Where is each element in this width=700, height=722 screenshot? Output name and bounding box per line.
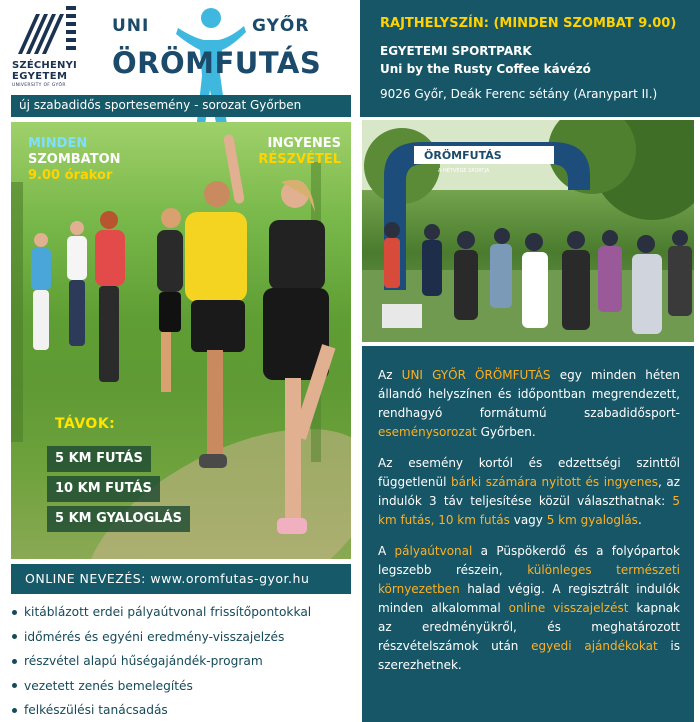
university-emblem-icon bbox=[16, 4, 80, 58]
feature-item bbox=[10, 674, 355, 699]
runner-2 bbox=[185, 181, 247, 468]
desc-text: Az esemény kortól és edzettségi szinttől függetlenül bbox=[378, 456, 680, 489]
tagline: új szabadidős sportesemény - sorozat Győrben bbox=[19, 98, 302, 112]
runner-1 bbox=[157, 208, 183, 392]
free-entry-text bbox=[258, 136, 341, 168]
arch-subtitle: A HÉTVÉGE SPORTJA bbox=[438, 168, 490, 174]
registration-bar bbox=[11, 564, 351, 594]
venue-time: (MINDEN SZOMBAT 9.00) bbox=[493, 16, 677, 31]
desc-text: kapnak az eredményükről, és meghatározott részvételszámok után bbox=[378, 601, 681, 653]
feature-list bbox=[10, 600, 355, 722]
desc-highlight: egyedi ajándékokat bbox=[531, 639, 658, 653]
feature-text: vezetett zenés bemelegítés bbox=[24, 678, 193, 693]
arch-title: ÖRÖMFUTÁS bbox=[424, 149, 502, 162]
distance-badge: 5 KM GYALOGLÁS bbox=[47, 506, 190, 532]
desc-text: is szerezhetnek. bbox=[378, 639, 681, 672]
distances-title: TÁVOK: bbox=[55, 416, 116, 432]
registration-link[interactable]: ONLINE NEVEZÉS: www.oromfutas-gyor.hu bbox=[25, 571, 310, 586]
description-paragraph-3 bbox=[378, 542, 680, 675]
feature-item bbox=[10, 649, 355, 674]
bullet-icon bbox=[12, 708, 17, 713]
free-line2: RÉSZVÉTEL bbox=[258, 152, 341, 167]
university-logo bbox=[12, 4, 84, 90]
walker-1 bbox=[31, 233, 51, 350]
feature-text: felkészülési tanácsadás bbox=[24, 703, 168, 718]
tagline-bar bbox=[11, 95, 351, 117]
schedule-text bbox=[28, 136, 121, 184]
university-name-line2: EGYETEM bbox=[12, 71, 68, 82]
schedule-line3: 9.00 órakor bbox=[28, 168, 113, 183]
brand-city: GYŐR bbox=[252, 16, 310, 36]
feature-text: részvétel alapú hűségajándék-program bbox=[24, 654, 263, 669]
desc-highlight: 5 km futás, 10 km futás bbox=[378, 494, 680, 527]
description-paragraph-2 bbox=[378, 454, 680, 530]
desc-text: egy minden héten állandó helyszínen és időpontban megrendezett, rendhagyó formátumú szabadidősport- bbox=[378, 368, 680, 420]
venue-address: 9026 Győr, Deák Ferenc sétány (Aranypart II.) bbox=[380, 87, 658, 101]
desc-highlight: UNI GYŐR ÖRÖMFUTÁS bbox=[401, 368, 551, 382]
venue-place1: EGYETEMI SPORTPARK bbox=[380, 44, 532, 58]
desc-highlight: különleges természeti környezetben bbox=[378, 563, 680, 596]
desc-text: . bbox=[637, 513, 642, 527]
walker-2 bbox=[67, 221, 87, 346]
venue-label: RAJTHELYSZÍN: bbox=[380, 16, 489, 31]
desc-text: , az indulók 3 táv teljesítése közül választhatnak: bbox=[378, 475, 681, 508]
desc-highlight: pályaútvonal bbox=[394, 544, 473, 558]
start-area-photo bbox=[362, 120, 694, 342]
desc-highlight: 5 km gyaloglás bbox=[546, 513, 638, 527]
university-name-line3: UNIVERSITY OF GYŐR bbox=[12, 83, 66, 88]
schedule-line2: SZOMBATON bbox=[28, 152, 121, 167]
feature-item bbox=[10, 625, 355, 650]
distance-badge: 5 KM FUTÁS bbox=[47, 446, 151, 472]
description-paragraph-1 bbox=[378, 366, 680, 442]
feature-item bbox=[10, 600, 355, 625]
distance-badge: 10 KM FUTÁS bbox=[47, 476, 160, 502]
desc-highlight: bárki számára nyitott és ingyenes bbox=[450, 475, 658, 489]
bullet-icon bbox=[12, 659, 17, 664]
bullet-icon bbox=[12, 610, 17, 615]
bullet-icon bbox=[12, 634, 17, 639]
university-name-line1: SZÉCHENYI bbox=[12, 60, 77, 71]
brand-uni: UNI bbox=[112, 16, 150, 36]
feature-item bbox=[10, 698, 355, 722]
desc-text: vagy bbox=[509, 513, 547, 527]
desc-highlight: eseménysorozat bbox=[378, 425, 477, 439]
event-brand bbox=[112, 4, 322, 94]
desc-text: Győrben. bbox=[476, 425, 536, 439]
feature-text: kitáblázott erdei pályaútvonal frissítőpontokkal bbox=[24, 605, 312, 620]
description-box bbox=[362, 346, 694, 722]
venue-box bbox=[360, 0, 700, 117]
venue-heading bbox=[380, 16, 676, 31]
start-arch-illustration bbox=[362, 120, 694, 342]
free-line1: INGYENES bbox=[267, 136, 341, 151]
feature-text: időmérés és egyéni eredmény-visszajelzés bbox=[24, 629, 285, 644]
schedule-line1: MINDEN bbox=[28, 136, 88, 151]
desc-text: Az bbox=[378, 368, 402, 382]
hero-photo bbox=[11, 122, 351, 559]
right-column bbox=[360, 0, 700, 722]
desc-text: A bbox=[378, 544, 395, 558]
walker-3 bbox=[95, 211, 125, 382]
brand-title: ÖRÖMFUTÁS bbox=[112, 46, 322, 80]
desc-highlight: online visszajelzést bbox=[508, 601, 629, 615]
desc-text: a Püspökerdő és a folyópartok legszebb részein, bbox=[378, 544, 680, 577]
desc-text: halad végig. A regisztrált indulók minden alkalommal bbox=[378, 582, 680, 615]
bullet-icon bbox=[12, 683, 17, 688]
venue-place2: Uni by the Rusty Coffee kávézó bbox=[380, 62, 591, 76]
